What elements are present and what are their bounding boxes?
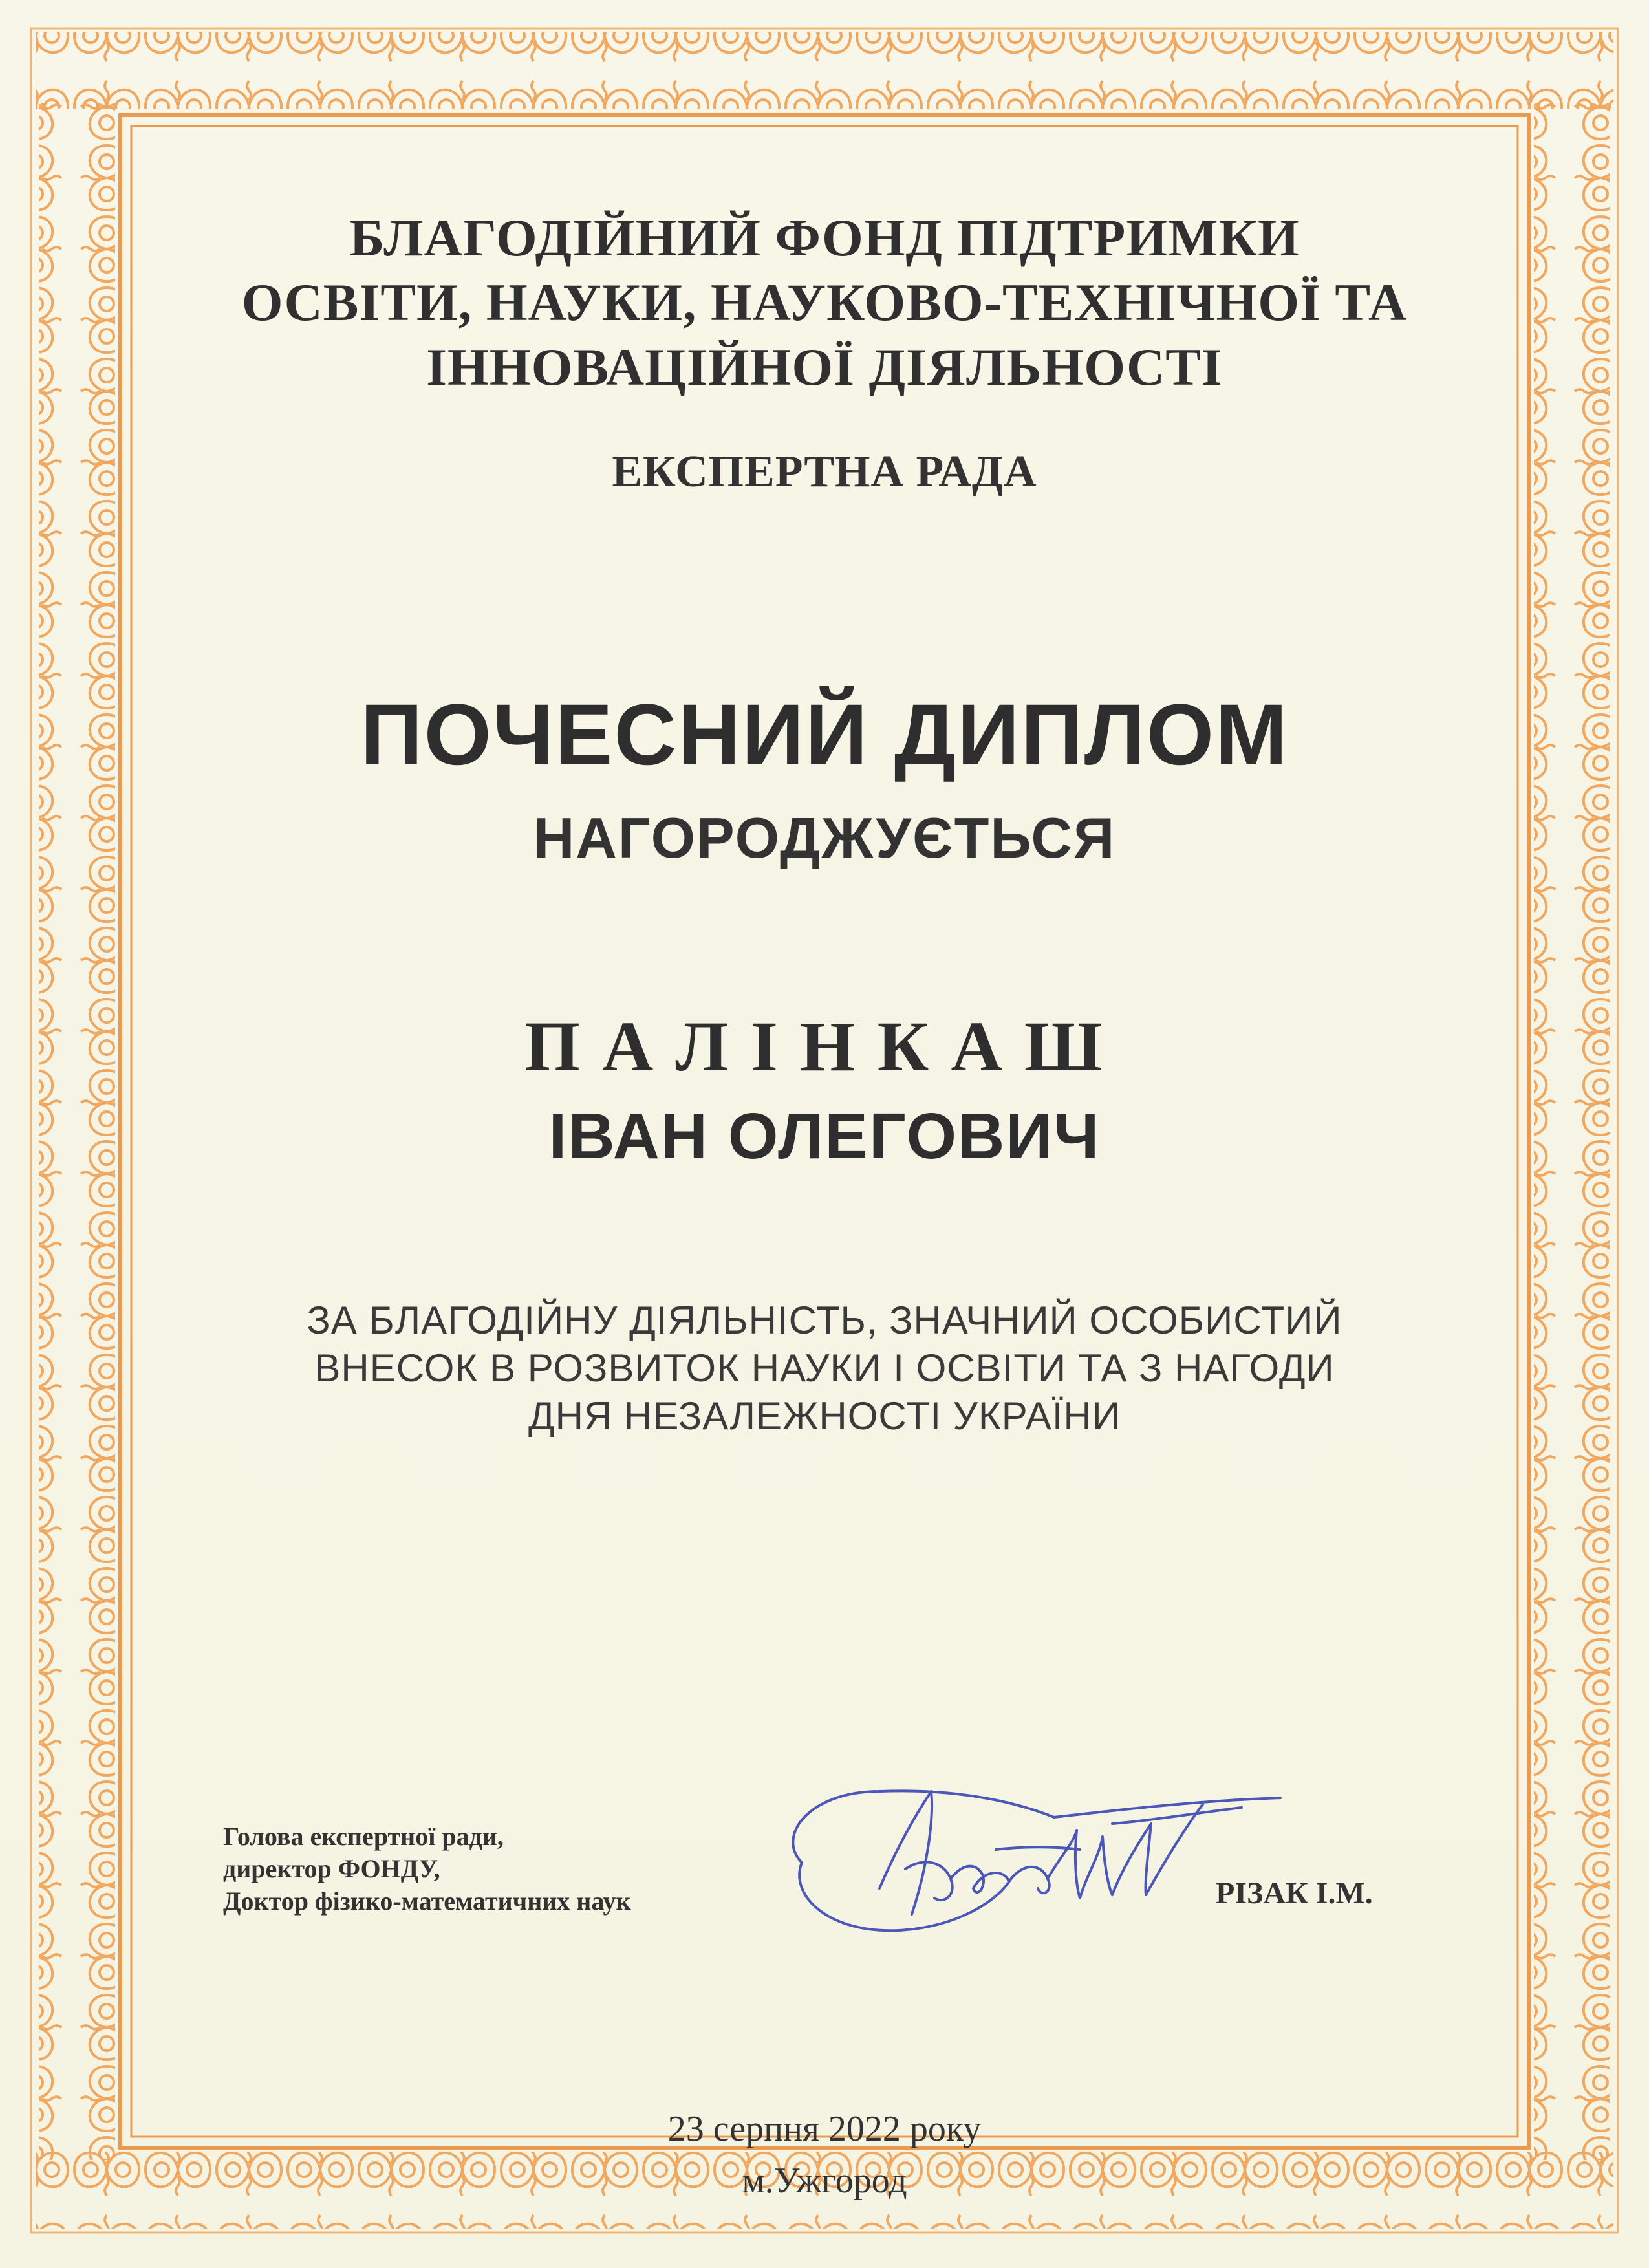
signatory-title — [223, 1820, 630, 1917]
issue-date: 23 серпня 2022 року — [667, 2109, 982, 2149]
recipient-surname: ПАЛІНКАШ — [524, 1007, 1125, 1086]
organization-name — [0, 206, 1649, 400]
organization-line-1: БЛАГОДІЙНИЙ ФОНД ПІДТРИМКИ — [349, 208, 1300, 267]
reason-line-2: ВНЕСОК В РОЗВИТОК НАУКИ І ОСВІТИ ТА З НАГОДИ — [314, 1346, 1335, 1390]
signatory-title-line-3: Доктор фізико-математичних наук — [223, 1886, 631, 1916]
awarded-label: НАГОРОДЖУЄТЬСЯ — [533, 806, 1116, 870]
organization-line-2: ОСВІТИ, НАУКИ, НАУКОВО-ТЕХНІЧНОЇ ТА — [241, 273, 1408, 332]
handwritten-signature — [750, 1766, 1306, 1953]
reason-line-1: ЗА БЛАГОДІЙНУ ДІЯЛЬНІСТЬ, ЗНАЧНИЙ ОСОБИСТИЙ — [307, 1299, 1342, 1342]
diploma-title: ПОЧЕСНИЙ ДИПЛОМ — [360, 687, 1289, 783]
award-reason — [0, 1297, 1649, 1440]
signatory-title-line-1: Голова експертної ради, — [223, 1822, 504, 1851]
signatory-name: РІЗАК І.М. — [1216, 1876, 1373, 1910]
issue-city: м.Ужгород — [742, 2161, 907, 2201]
council-name: ЕКСПЕРТНА РАДА — [612, 447, 1037, 497]
signatory-title-line-2: директор ФОНДУ, — [223, 1854, 440, 1883]
recipient-given-names: ІВАН ОЛЕГОВИЧ — [548, 1100, 1101, 1172]
reason-line-3: ДНЯ НЕЗАЛЕЖНОСТІ УКРАЇНИ — [528, 1394, 1121, 1438]
organization-line-3: ІННОВАЦІЙНОЇ ДІЯЛЬНОСТІ — [426, 338, 1223, 396]
